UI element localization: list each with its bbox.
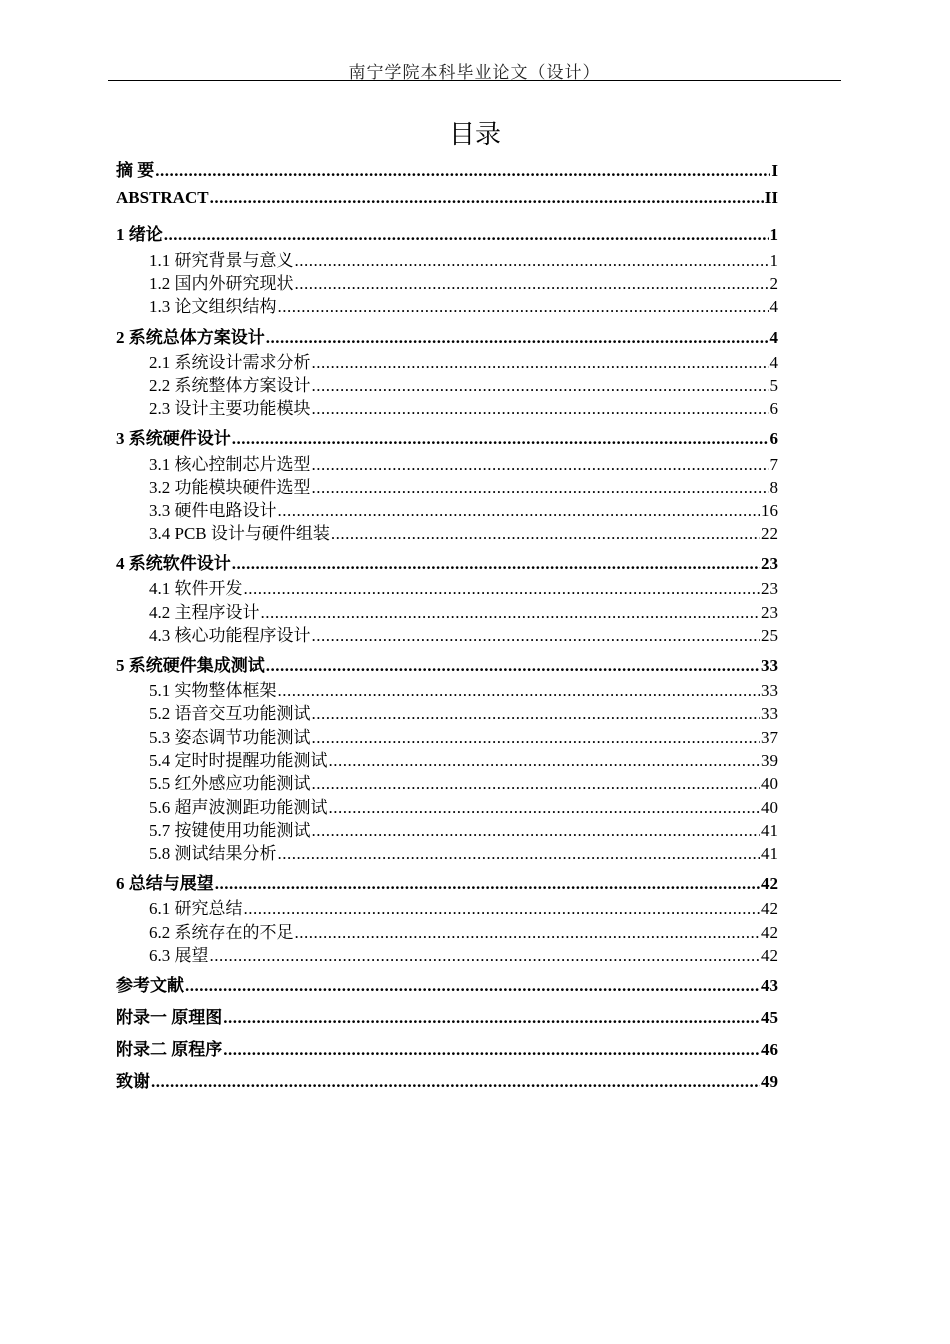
toc-entry[interactable] (116, 496, 778, 521)
toc-entry-page: 41 (761, 821, 778, 840)
toc-entry[interactable] (116, 869, 778, 894)
toc-entry-page: 25 (761, 626, 778, 645)
toc-entry-page: 42 (761, 946, 778, 965)
toc-entry-page: 22 (761, 524, 778, 543)
toc-leader-dots (312, 455, 769, 475)
toc-entry-page: 43 (761, 976, 778, 995)
toc-entry-page: 33 (761, 681, 778, 700)
toc-entry-page: 40 (761, 774, 778, 793)
toc-leader-dots (278, 501, 761, 521)
toc-entry-label: 附录二 原程序 (116, 1040, 223, 1059)
toc-entry-label: 6.1 研究总结 (149, 899, 243, 918)
toc-entry-page: 6 (769, 429, 778, 448)
toc-entry[interactable] (116, 292, 778, 317)
toc-leader-dots (312, 774, 761, 794)
toc-entry[interactable] (116, 839, 778, 864)
toc-leader-dots (223, 1008, 760, 1028)
toc-entry-page: 49 (761, 1072, 778, 1091)
toc-leader-dots (215, 874, 760, 894)
toc-entry-label: 4.3 核心功能程序设计 (149, 626, 311, 645)
toc-entry[interactable] (116, 394, 778, 419)
toc-entry-label: ABSTRACT (116, 188, 209, 207)
toc-leader-dots (164, 225, 769, 245)
toc-entry-label: 致谢 (116, 1072, 150, 1091)
toc-entry-label: 5.2 语音交互功能测试 (149, 704, 311, 723)
toc-entry[interactable] (116, 793, 778, 818)
toc-entry-page: 16 (761, 501, 778, 520)
toc-leader-dots (232, 429, 769, 449)
toc-entry[interactable] (116, 220, 778, 245)
toc-entry[interactable] (116, 894, 778, 919)
toc-entry[interactable] (116, 424, 778, 449)
toc-title: 目录 (448, 120, 501, 150)
toc-entry[interactable] (116, 598, 778, 623)
toc-leader-dots (223, 1040, 760, 1060)
toc-entry-label: 1.2 国内外研究现状 (149, 274, 294, 293)
toc-entry-label: 3.1 核心控制芯片选型 (149, 455, 311, 474)
toc-entry-page: 1 (769, 251, 778, 270)
toc-entry[interactable] (116, 246, 778, 271)
toc-leader-dots (210, 188, 764, 208)
toc-entry-label: 6.3 展望 (149, 946, 209, 965)
toc-leader-dots (312, 399, 769, 419)
toc-entry[interactable] (116, 746, 778, 771)
toc-leader-dots (278, 297, 769, 317)
toc-entry-page: 4 (769, 297, 778, 316)
toc-entry[interactable] (116, 348, 778, 373)
page-header: 南宁学院本科毕业论文（设计） (348, 63, 601, 82)
toc-entry-page: 23 (761, 554, 778, 573)
toc-entry[interactable] (116, 269, 778, 294)
toc-leader-dots (278, 844, 761, 864)
toc-entry-label: 6 总结与展望 (116, 874, 214, 893)
toc-entry[interactable] (116, 156, 778, 181)
toc-entry[interactable] (116, 1067, 778, 1092)
toc-entry-page: 45 (761, 1008, 778, 1027)
toc-entry-label: 5 系统硬件集成测试 (116, 656, 265, 675)
toc-entry[interactable] (116, 549, 778, 574)
toc-leader-dots (329, 798, 761, 818)
toc-entry-label: 2.1 系统设计需求分析 (149, 353, 311, 372)
toc-entry-page: 2 (769, 274, 778, 293)
toc-entry-page: 37 (761, 728, 778, 747)
toc-entry[interactable] (116, 769, 778, 794)
toc-entry-label: 摘 要 (116, 161, 155, 180)
toc-entry-label: 2 系统总体方案设计 (116, 328, 265, 347)
toc-entry[interactable] (116, 651, 778, 676)
toc-entry-label: 3.2 功能模块硬件选型 (149, 478, 311, 497)
toc-entry[interactable] (116, 918, 778, 943)
toc-leader-dots (261, 603, 761, 623)
toc-entry-page: 6 (769, 399, 778, 418)
toc-leader-dots (312, 353, 769, 373)
toc-leader-dots (329, 751, 761, 771)
toc-entry-label: 1.3 论文组织结构 (149, 297, 277, 316)
toc-entry-label: 6.2 系统存在的不足 (149, 923, 294, 942)
toc-entry-page: 8 (769, 478, 778, 497)
toc-leader-dots (278, 681, 761, 701)
toc-leader-dots (266, 328, 769, 348)
toc-leader-dots (232, 554, 760, 574)
toc-entry[interactable] (116, 450, 778, 475)
toc-entry-page: 33 (761, 656, 778, 675)
toc-entry-page: 7 (769, 455, 778, 474)
toc-entry-label: 2.2 系统整体方案设计 (149, 376, 311, 395)
header-rule (108, 80, 841, 81)
toc-entry-page: I (771, 161, 778, 180)
toc-leader-dots (295, 923, 761, 943)
toc-entry-label: 4.1 软件开发 (149, 579, 243, 598)
toc-entry-label: 5.8 测试结果分析 (149, 844, 277, 863)
toc-entry-label: 3.4 PCB 设计与硬件组装 (149, 524, 330, 543)
toc-entry[interactable] (116, 621, 778, 646)
toc-entry-label: 3.3 硬件电路设计 (149, 501, 277, 520)
toc-entry[interactable] (116, 971, 778, 996)
toc-entry-page: 46 (761, 1040, 778, 1059)
toc-entry-label: 5.7 按键使用功能测试 (149, 821, 311, 840)
toc-entry-label: 参考文献 (116, 976, 184, 995)
toc-entry-label: 5.3 姿态调节功能测试 (149, 728, 311, 747)
toc-entry-page: 4 (769, 353, 778, 372)
toc-entry-page: 41 (761, 844, 778, 863)
toc-entry[interactable] (116, 1003, 778, 1028)
toc-leader-dots (295, 251, 769, 271)
toc-entry[interactable] (116, 941, 778, 966)
toc-entry-page: 4 (769, 328, 778, 347)
toc-entry-label: 3 系统硬件设计 (116, 429, 231, 448)
toc-entry[interactable] (116, 723, 778, 748)
toc-leader-dots (312, 376, 769, 396)
toc-entry-label: 4.2 主程序设计 (149, 603, 260, 622)
toc-leader-dots (312, 728, 761, 748)
toc-entry-page: 33 (761, 704, 778, 723)
toc-entry-page: 42 (761, 923, 778, 942)
toc-entry-label: 5.4 定时时提醒功能测试 (149, 751, 328, 770)
toc-entry[interactable] (116, 473, 778, 498)
toc-entry-label: 2.3 设计主要功能模块 (149, 399, 311, 418)
toc-leader-dots (244, 579, 761, 599)
toc-leader-dots (185, 976, 760, 996)
toc-entry[interactable] (116, 323, 778, 348)
toc-entry-page: II (764, 188, 778, 207)
toc-leader-dots (312, 704, 761, 724)
toc-entry-label: 1.1 研究背景与意义 (149, 251, 294, 270)
toc-entry-label: 5.5 红外感应功能测试 (149, 774, 311, 793)
toc-leader-dots (312, 821, 761, 841)
toc-entry-page: 39 (761, 751, 778, 770)
toc-leader-dots (331, 524, 760, 544)
toc-entry-page: 1 (769, 225, 778, 244)
toc-entry[interactable] (116, 188, 778, 208)
toc-leader-dots (312, 478, 769, 498)
toc-leader-dots (312, 626, 761, 646)
toc-entry[interactable] (116, 699, 778, 724)
toc-entry[interactable] (116, 676, 778, 701)
toc-leader-dots (244, 899, 761, 919)
toc-entry-page: 23 (761, 603, 778, 622)
toc-leader-dots (266, 656, 760, 676)
toc-entry-label: 5.1 实物整体框架 (149, 681, 277, 700)
toc-entry-label: 4 系统软件设计 (116, 554, 231, 573)
toc-entry-page: 5 (769, 376, 778, 395)
toc-leader-dots (295, 274, 769, 294)
toc-entry-page: 23 (761, 579, 778, 598)
toc-leader-dots (155, 161, 770, 181)
toc-entry[interactable] (116, 816, 778, 841)
toc-leader-dots (151, 1072, 760, 1092)
toc-leader-dots (210, 946, 761, 966)
toc-entry[interactable] (116, 1035, 778, 1060)
toc-entry-label: 1 绪论 (116, 225, 163, 244)
toc-entry-label: 5.6 超声波测距功能测试 (149, 798, 328, 817)
toc-entry-label: 附录一 原理图 (116, 1008, 223, 1027)
toc-entry-page: 42 (761, 899, 778, 918)
toc-entry[interactable] (116, 519, 778, 544)
toc-entry[interactable] (116, 574, 778, 599)
toc-entry[interactable] (116, 371, 778, 396)
toc-entry-page: 40 (761, 798, 778, 817)
toc-entry-page: 42 (761, 874, 778, 893)
